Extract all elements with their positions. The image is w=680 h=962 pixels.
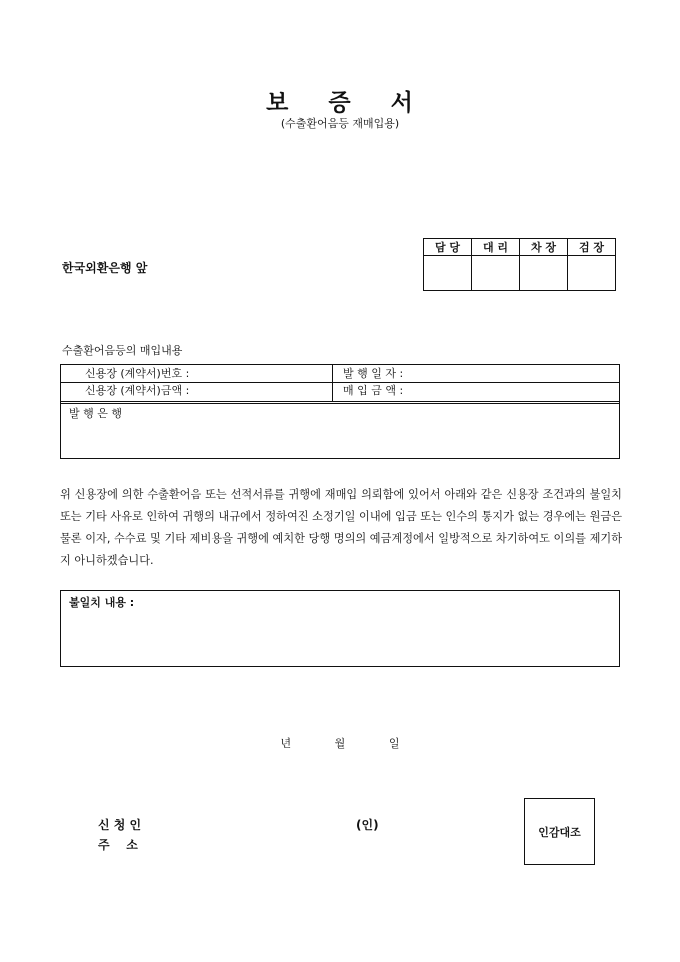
purchase-amount-field[interactable]: 매 입 금 액 : [343,384,404,397]
document-subtitle: (수출환어음등 재매입용) [280,117,400,130]
approval-sign-cell[interactable] [520,256,568,291]
lc-amount-field[interactable]: 신용장 (계약서)금액 : [61,382,333,401]
seal-verification-box: 인감대조 [524,798,595,865]
info-row [61,382,619,404]
section-label: 수출환어음등의 매입내용 [62,344,183,357]
date-year: 년 [280,737,292,750]
mismatch-box[interactable] [60,590,620,667]
approval-sign-cell[interactable] [568,256,616,291]
approval-sign-cell[interactable] [424,256,472,291]
approval-header-vice-manager: 차 장 [520,239,568,256]
approval-table [423,238,616,291]
date-line [0,735,680,751]
purchase-info-table [60,364,620,459]
date-day: 일 [388,737,400,750]
info-row [61,365,619,383]
addressee: 한국외환은행 앞 [62,261,148,275]
lc-number-field[interactable]: 신용장 (계약서)번호 : [61,365,333,382]
approval-header-staff: 담 당 [424,239,472,256]
seal-mark: (인) [356,818,379,832]
approval-header-deputy: 대 리 [472,239,520,256]
address-label: 주 소 [98,838,138,852]
issue-date-field[interactable]: 발 행 일 자 : [343,367,404,380]
applicant-label: 신 청 인 [98,818,142,832]
approval-header-inspector: 검 장 [568,239,616,256]
approval-sign-cell[interactable] [472,256,520,291]
issuing-bank-field[interactable]: 발 행 은 행 [69,407,122,420]
document-title: 보 증 서 [266,89,414,116]
mismatch-label: 불일치 내용 : [69,596,135,609]
date-month: 월 [334,737,346,750]
guarantee-paragraph: 위 신용장에 의한 수출환어음 또는 선적서류를 귀행에 재매입 의뢰함에 있어서 아래와 같은 신용장 조건과의 불일치 또는 기타 사유로 인하여 귀행의 내규에서 정하여진 소정기일 이내에 입금 또는 인수의 통지가 없는 경우에는 원금은 물론 이자, 수수료 및 기타 제비용을 귀행에 예치한 당행 명의의 예금계정에서 일방적으로 차기하여도 이의를 제기하지 아니하겠습니다. [60,488,622,567]
